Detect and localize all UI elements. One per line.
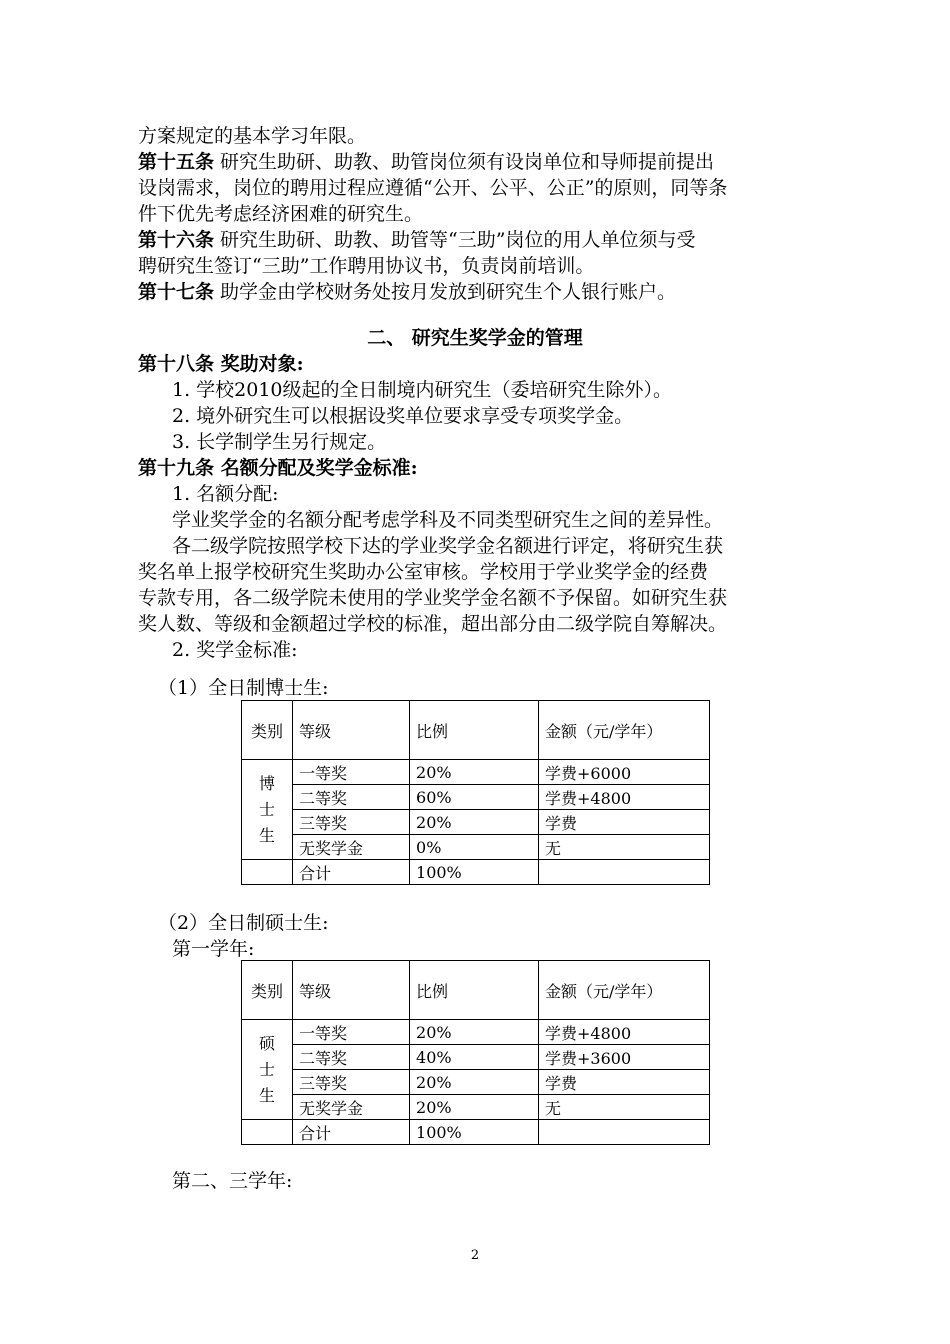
table-cell: 100% (410, 860, 539, 885)
table-cell: 学费+4800 (539, 1020, 710, 1045)
table-header: 金额（元/学年） (539, 961, 710, 1020)
article-16-title: 第十六条 (138, 229, 215, 251)
table-row (242, 835, 710, 860)
year-label: 第一学年: (172, 938, 255, 960)
list-item: 1. 学校2010级起的全日制境内研究生（委培研究生除外）。 (172, 379, 673, 401)
paragraph-line: 件下优先考虑经济困难的研究生。 (138, 203, 424, 225)
table-cell: 0% (410, 835, 539, 860)
article-16 (138, 227, 695, 253)
article-15-text: 研究生助研、助教、助管岗位须有设岗单位和导师提前提出 (214, 151, 715, 173)
table-cell: 三等奖 (293, 810, 410, 835)
category-cell: 硕士生 (242, 1020, 293, 1120)
category-cell: 博士生 (242, 760, 293, 860)
table-row (242, 810, 710, 835)
paragraph-line: 聘研究生签订“三助”工作聘用协议书，负责岗前培训。 (138, 255, 595, 277)
paragraph-line: 奖人数、等级和金额超过学校的标准，超出部分由二级学院自筹解决。 (138, 613, 728, 635)
list-item: 2. 境外研究生可以根据设奖单位要求享受专项奖学金。 (172, 405, 634, 427)
table-cell: 60% (410, 785, 539, 810)
table-row (242, 785, 710, 810)
table-header: 比例 (410, 701, 539, 760)
table-row (242, 860, 710, 885)
phd-scholarship-table (241, 700, 710, 885)
table-cell: 无 (539, 835, 710, 860)
article-16-text: 研究生助研、助教、助管等“三助”岗位的用人单位须与受 (214, 229, 696, 251)
table-row (242, 1095, 710, 1120)
table-cell: 40% (410, 1045, 539, 1070)
subheading-phd: （1）全日制博士生: (158, 677, 329, 699)
table-cell (539, 860, 710, 885)
paragraph-line: 专款专用，各二级学院未使用的学业奖学金名额不予保留。如研究生获 (138, 587, 728, 609)
table-cell: 20% (410, 810, 539, 835)
table-cell: 二等奖 (293, 785, 410, 810)
paragraph-line: 各二级学院按照学校下达的学业奖学金名额进行评定，将研究生获 (172, 535, 724, 557)
table-cell: 合计 (293, 1120, 410, 1145)
subheading-master: （2）全日制硕士生: (158, 912, 329, 934)
table-cell: 一等奖 (293, 760, 410, 785)
table-header: 金额（元/学年） (539, 701, 710, 760)
table-cell: 学费+6000 (539, 760, 710, 785)
table-row (242, 1070, 710, 1095)
table-cell: 无奖学金 (293, 1095, 410, 1120)
table-cell (242, 860, 293, 885)
list-item: 1. 名额分配: (172, 483, 279, 505)
table-header: 类别 (242, 701, 293, 760)
paragraph-line: 方案规定的基本学习年限。 (138, 125, 367, 147)
table-row (242, 1120, 710, 1145)
table-header: 等级 (293, 701, 410, 760)
section-heading: 二、 研究生奖学金的管理 (367, 327, 583, 349)
table-cell: 学费 (539, 1070, 710, 1095)
table-cell: 20% (410, 760, 539, 785)
list-item: 3. 长学制学生另行规定。 (172, 431, 387, 453)
table-cell (242, 1120, 293, 1145)
table-header: 等级 (293, 961, 410, 1020)
article-15 (138, 149, 714, 175)
table-cell: 学费+3600 (539, 1045, 710, 1070)
article-15-title: 第十五条 (138, 151, 215, 173)
table-header: 类别 (242, 961, 293, 1020)
table-cell: 二等奖 (293, 1045, 410, 1070)
table-row (242, 1045, 710, 1070)
table-cell: 20% (410, 1020, 539, 1045)
article-17-text: 助学金由学校财务处按月发放到研究生个人银行账户。 (214, 281, 677, 303)
table-row (242, 760, 710, 785)
table-cell: 学费+4800 (539, 785, 710, 810)
paragraph-line: 奖名单上报学校研究生奖助办公室审核。学校用于学业奖学金的经费 (138, 561, 709, 583)
table-cell: 20% (410, 1095, 539, 1120)
table-cell: 三等奖 (293, 1070, 410, 1095)
table-row (242, 1020, 710, 1045)
table-cell: 一等奖 (293, 1020, 410, 1045)
list-item: 2. 奖学金标准: (172, 639, 298, 661)
master-scholarship-table (241, 960, 710, 1145)
table-cell: 合计 (293, 860, 410, 885)
article-19-title: 第十九条 名额分配及奖学金标准: (138, 457, 418, 479)
year-label: 第二、三学年: (172, 1170, 293, 1192)
paragraph-line: 设岗需求，岗位的聘用过程应遵循“公开、公平、公正”的原则，同等条 (138, 177, 728, 199)
paragraph-line: 学业奖学金的名额分配考虑学科及不同类型研究生之间的差异性。 (172, 509, 724, 531)
table-cell: 学费 (539, 810, 710, 835)
table-cell: 无奖学金 (293, 835, 410, 860)
table-header: 比例 (410, 961, 539, 1020)
table-cell: 100% (410, 1120, 539, 1145)
page-number: 2 (470, 1248, 480, 1263)
article-17-title: 第十七条 (138, 281, 215, 303)
table-cell: 20% (410, 1070, 539, 1095)
table-cell (539, 1120, 710, 1145)
table-cell: 无 (539, 1095, 710, 1120)
article-18-title: 第十八条 奖助对象: (138, 353, 304, 375)
article-17 (138, 279, 676, 305)
